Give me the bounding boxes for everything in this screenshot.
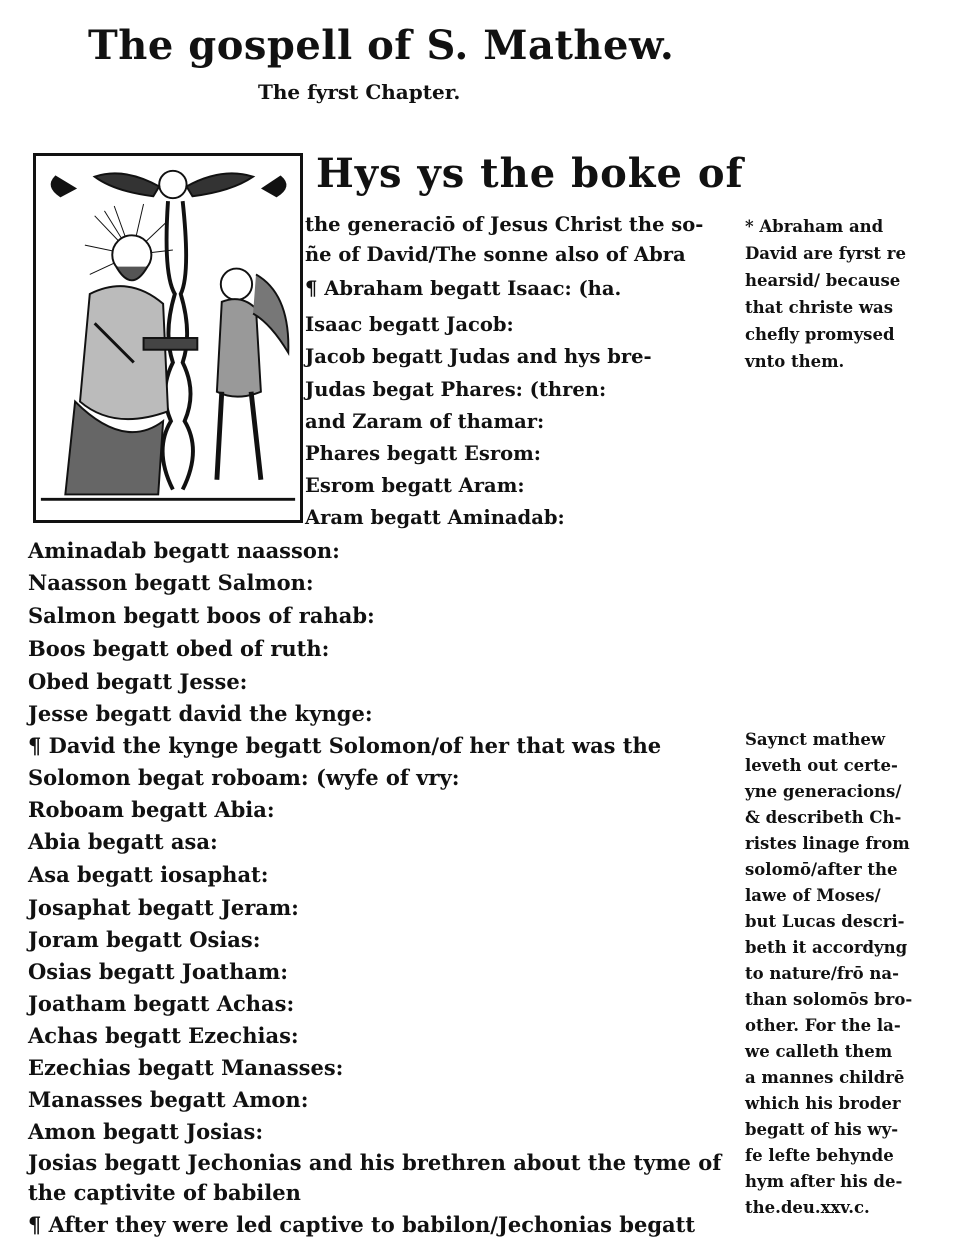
margin-note-line: other. For the la- — [745, 1016, 901, 1035]
genealogy-line: ¶ After they were led captive to babilon/Jechonias begatt — [28, 1212, 696, 1237]
genealogy-line: Salmon begatt boos of rahab: — [28, 603, 375, 628]
text-line: Judas begat Phares: (thren: — [305, 378, 607, 401]
genealogy-line: Jesse begatt david the kynge: — [28, 701, 373, 726]
margin-note-line: which his broder — [745, 1094, 901, 1113]
genealogy-line: ¶ David the kynge begatt Solomon/of her that was the — [28, 733, 662, 758]
opening-words: Hys ys the boke of — [316, 150, 744, 197]
genealogy-line: Achas begatt Ezechias: — [28, 1023, 299, 1048]
margin-note-line: vnto them. — [745, 352, 845, 371]
text-line: Phares begatt Esrom: — [305, 442, 541, 465]
genealogy-line: Osias begatt Joatham: — [28, 959, 288, 984]
genealogy-line: Solomon begat roboam: (wyfe of vry: — [28, 765, 460, 790]
genealogy-line: Obed begatt Jesse: — [28, 669, 248, 694]
margin-note-line: & describeth Ch- — [745, 808, 902, 827]
saint-matthew-woodcut-icon — [36, 156, 300, 520]
margin-note-line: the.deu.xxv.c. — [745, 1198, 870, 1217]
margin-note-line: that christe was — [745, 298, 894, 317]
text-line: Jacob begatt Judas and hys bre- — [305, 345, 652, 368]
genealogy-line: Josias begatt Jechonias and his brethren about the tyme of — [28, 1150, 722, 1175]
margin-note-line: begatt of his wy- — [745, 1120, 899, 1139]
genealogy-line: Josaphat begatt Jeram: — [28, 895, 299, 920]
margin-note-line: lawe of Moses/ — [745, 886, 881, 905]
genealogy-line: Amon begatt Josias: — [28, 1119, 264, 1144]
chapter-heading: The fyrst Chapter. — [258, 80, 461, 104]
margin-note-line: fe lefte behynde — [745, 1146, 894, 1165]
text-line: Aram begatt Aminadab: — [305, 506, 565, 529]
margin-note-line: ristes linage from — [745, 834, 910, 853]
margin-note-line: David are fyrst re — [745, 244, 906, 263]
margin-note-line: but Lucas descri- — [745, 912, 905, 931]
page-title: The gospell of S. Mathew. — [88, 22, 675, 69]
text-line: Esrom begatt Aram: — [305, 474, 525, 497]
genealogy-line: Joatham begatt Achas: — [28, 991, 295, 1016]
genealogy-line: Joram begatt Osias: — [28, 927, 261, 952]
text-line: ñe of David/The sonne also of Abra — [305, 243, 686, 266]
genealogy-line: Naasson begatt Salmon: — [28, 570, 314, 595]
woodcut-illustration — [33, 153, 303, 523]
genealogy-line: Manasses begatt Amon: — [28, 1087, 309, 1112]
genealogy-line: Boos begatt obed of ruth: — [28, 636, 330, 661]
text-line: the generaciō of Jesus Christ the so- — [305, 213, 704, 236]
margin-note-line: yne generacions/ — [745, 782, 902, 801]
margin-note-line: a mannes childrē — [745, 1068, 905, 1087]
margin-note-line: hearsid/ because — [745, 271, 901, 290]
genealogy-line: Abia begatt asa: — [28, 829, 218, 854]
genealogy-line: Aminadab begatt naasson: — [28, 538, 340, 563]
text-line: and Zaram of thamar: — [305, 410, 545, 433]
text-line: ¶ Abraham begatt Isaac: (ha. — [305, 277, 622, 300]
margin-note-line: we calleth them — [745, 1042, 893, 1061]
margin-note-line: solomō/after the — [745, 860, 898, 879]
margin-note-line: chefly promysed — [745, 325, 895, 344]
text-line: Isaac begatt Jacob: — [305, 313, 514, 336]
margin-note-line: * Abraham and — [745, 217, 884, 236]
margin-note-line: to nature/frō na- — [745, 964, 899, 983]
genealogy-line: the captivite of babilen — [28, 1180, 301, 1205]
margin-note-line: hym after his de- — [745, 1172, 903, 1191]
genealogy-line: Ezechias begatt Manasses: — [28, 1055, 344, 1080]
margin-note-line: beth it accordyng — [745, 938, 908, 957]
genealogy-line: Roboam begatt Abia: — [28, 797, 275, 822]
margin-note-line: Saynct mathew — [745, 730, 886, 749]
margin-note-line: than solomōs bro- — [745, 990, 913, 1009]
genealogy-line: Asa begatt iosaphat: — [28, 862, 269, 887]
margin-note-line: leveth out certe- — [745, 756, 898, 775]
